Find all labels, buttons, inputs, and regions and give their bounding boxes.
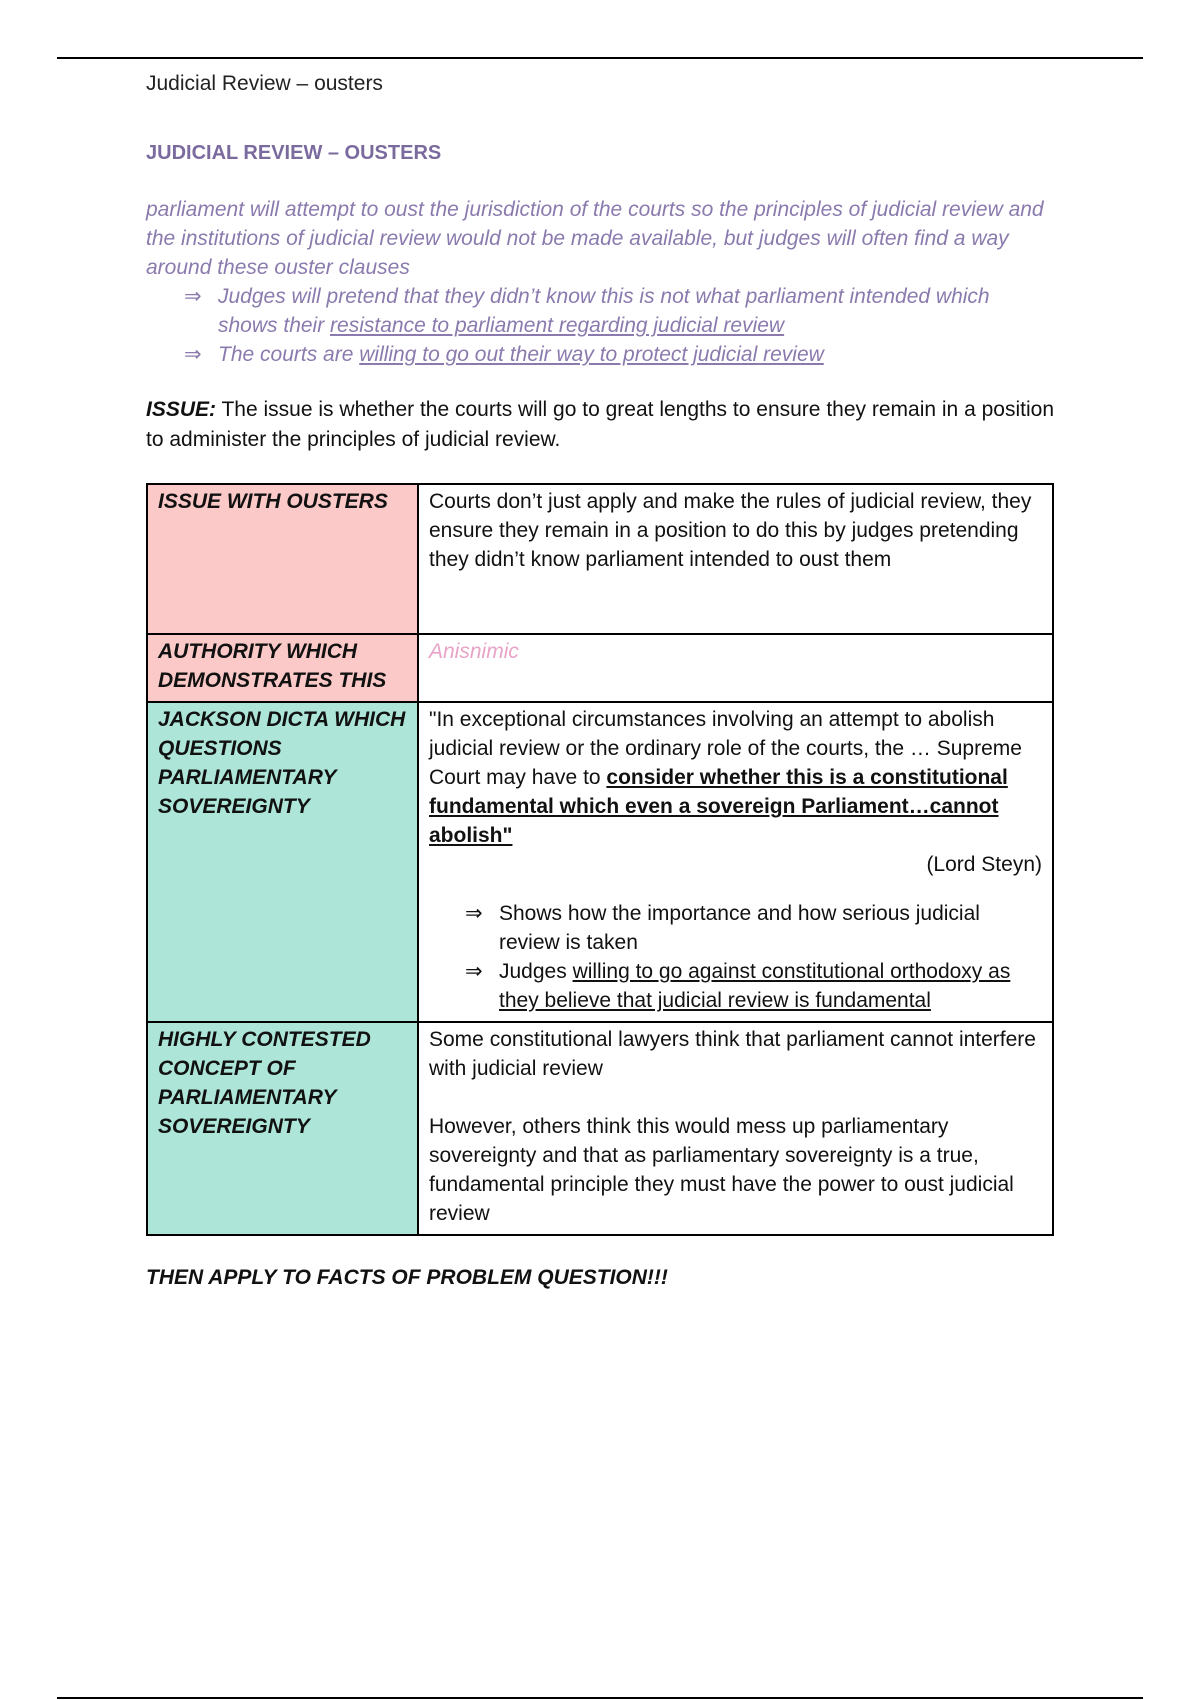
intro-bullet-resistance xyxy=(184,282,1054,340)
intro-bullet-1-text: Judges will pretend that they didn’t know this is not what parliament intended which shows their xyxy=(218,285,990,337)
section-heading: JUDICIAL REVIEW – OUSTERS xyxy=(146,142,442,164)
closing-instruction: THEN APPLY TO FACTS OF PROBLEM QUESTION!!! xyxy=(146,1266,668,1289)
jackson-quote xyxy=(429,705,1042,850)
bottom-rule xyxy=(57,1697,1143,1699)
row-value-issue-with-ousters: Courts don’t just apply and make the rules of judicial review, they ensure they remain in a position to do this by judges pretending they didn’t know parliament intended to oust them xyxy=(418,484,1053,634)
contested-para-2: However, others think this would mess up parliamentary sovereignty and that as parliamentary sovereignty is a true, fundamental principle they must have the power to oust judicial review xyxy=(429,1115,1014,1225)
arrow-icon: ⇒ xyxy=(184,343,202,366)
jackson-bullet-2-text: Judges xyxy=(499,960,573,983)
issue-statement xyxy=(146,395,1054,455)
ousters-table xyxy=(146,483,1054,1236)
contested-para-1: Some constitutional lawyers think that parliament cannot interfere with judicial review xyxy=(429,1028,1036,1080)
intro-bullet-2-underlined: willing to go out their way to protect judicial review xyxy=(359,343,824,366)
row-key-contested-sovereignty: HIGHLY CONTESTED CONCEPT OF PARLIAMENTARY SOVEREIGNTY xyxy=(147,1022,418,1235)
arrow-icon: ⇒ xyxy=(465,902,483,925)
page-header-title: Judicial Review – ousters xyxy=(146,72,383,95)
intro-bullet-1-underlined: resistance to parliament regarding judicial review xyxy=(330,314,785,337)
table-row-contested-sovereignty xyxy=(147,1022,1053,1235)
intro-bullet-2-text: The courts are xyxy=(218,343,360,366)
table-row-issue-with-ousters xyxy=(147,484,1053,634)
jackson-bullet-1-text: Shows how the importance and how serious judicial review is taken xyxy=(499,902,980,954)
arrow-icon: ⇒ xyxy=(465,960,483,983)
authority-case-name: Anisnimic xyxy=(429,640,519,663)
intro-block xyxy=(146,195,1054,369)
row-key-issue-with-ousters: ISSUE WITH OUSTERS xyxy=(147,484,418,634)
table-row-authority xyxy=(147,634,1053,702)
arrow-icon: ⇒ xyxy=(184,285,202,308)
row-value-authority xyxy=(418,634,1053,702)
jackson-bullet-orthodoxy xyxy=(465,957,1042,1015)
row-key-authority: AUTHORITY WHICH DEMONSTRATES THIS xyxy=(147,634,418,702)
row-key-jackson-dicta: JACKSON DICTA WHICH QUESTIONS PARLIAMENTARY SOVEREIGNTY xyxy=(147,702,418,1022)
jackson-bullet-2-underlined: willing to go against constitutional orthodoxy as they believe that judicial review is fundamental xyxy=(499,960,1011,1012)
jackson-attribution: (Lord Steyn) xyxy=(926,853,1042,876)
row-value-jackson-dicta xyxy=(418,702,1053,1022)
intro-bullet-protect xyxy=(184,340,1054,369)
jackson-quote-emphasis: consider whether this is a constitutional fundamental which even a sovereign Parliament…cannot abolish" xyxy=(429,766,1008,847)
jackson-arrow-list xyxy=(429,899,1042,1015)
table-row-jackson-dicta xyxy=(147,702,1053,1022)
jackson-quote-text: "In exceptional circumstances involving an attempt to abolish judicial review or the ordinary role of the courts, the … Supreme Court may have to xyxy=(429,708,1022,789)
issue-label: ISSUE: xyxy=(146,398,217,421)
issue-text: The issue is whether the courts will go to great lengths to ensure they remain in a position to administer the principles of judicial review. xyxy=(146,398,1054,451)
document-body xyxy=(146,72,1054,1290)
intro-paragraph: parliament will attempt to oust the jurisdiction of the courts so the principles of judicial review and the institutions of judicial review would not be made available, but judges will often find a way around these ouster clauses xyxy=(146,198,1044,279)
row-value-contested-sovereignty xyxy=(418,1022,1053,1235)
jackson-bullet-importance xyxy=(465,899,1042,957)
top-rule xyxy=(57,57,1143,59)
intro-arrow-list xyxy=(146,282,1054,369)
